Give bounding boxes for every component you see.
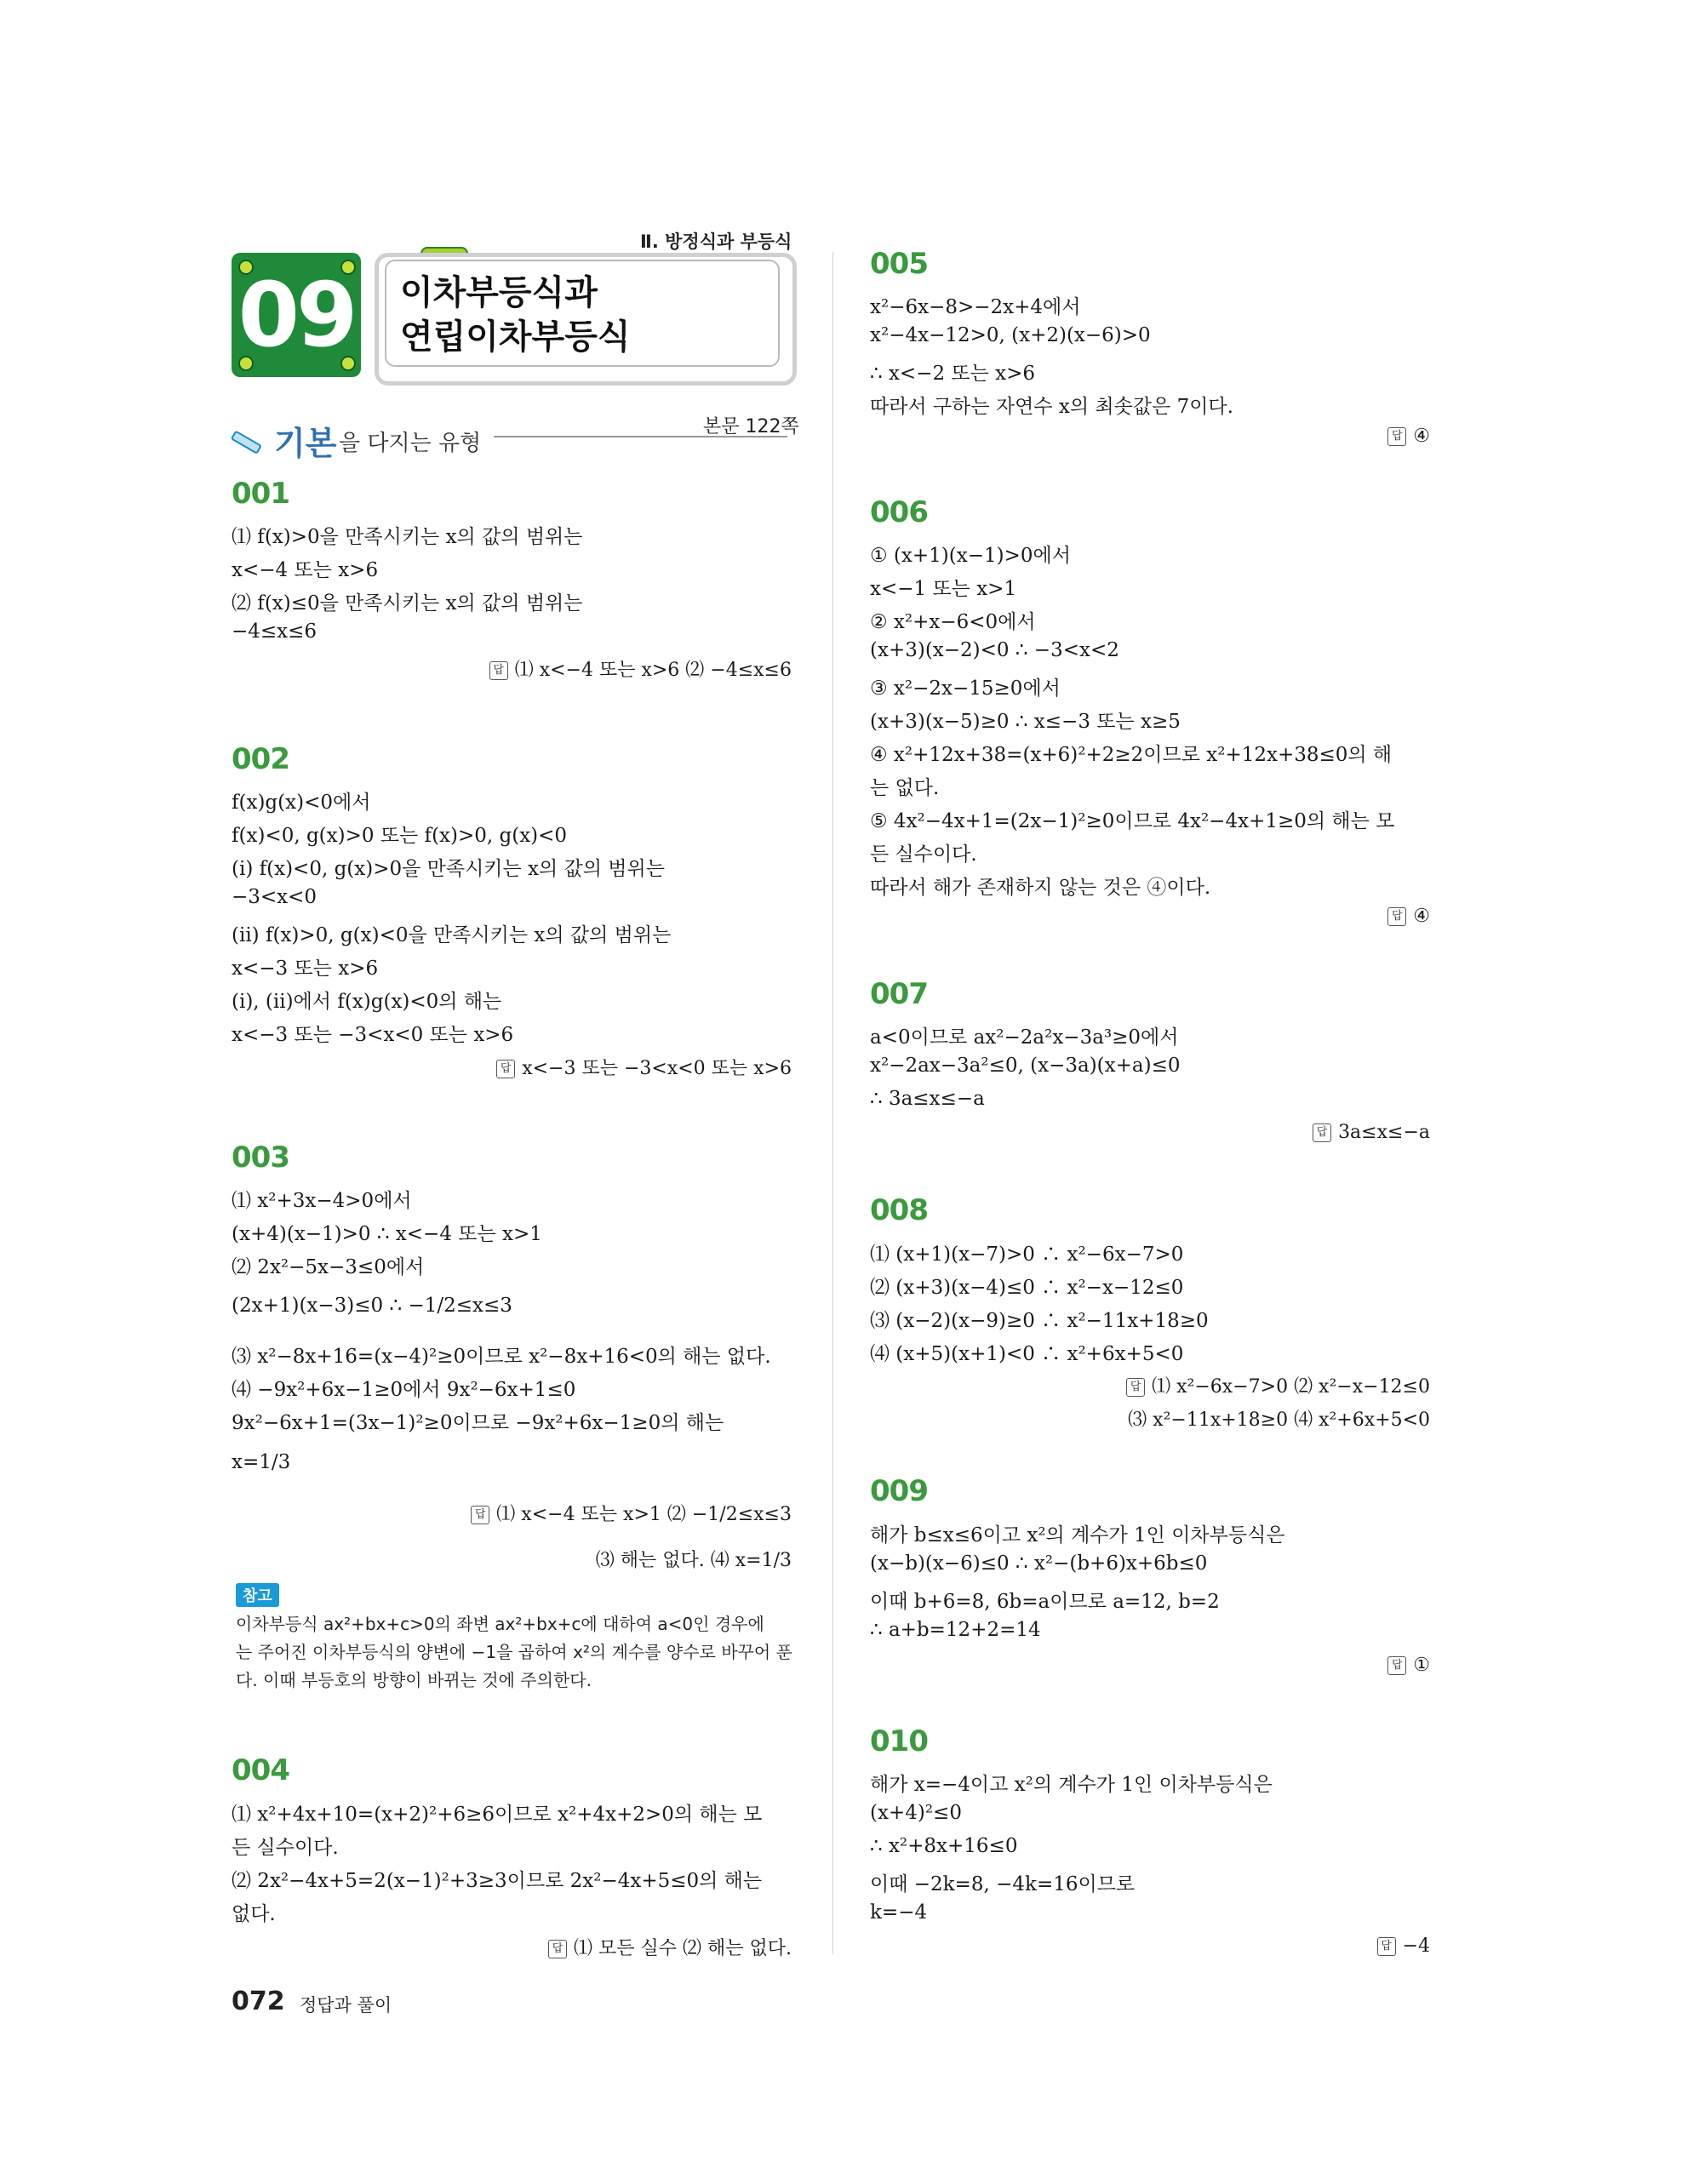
note-line: 다. 이때 부등호의 방향이 바뀌는 것에 주의한다. xyxy=(236,1670,592,1690)
answer-icon: 답 xyxy=(1313,1123,1331,1142)
column-divider xyxy=(832,252,833,1954)
answer-text: ⑴ x²−6x−7>0 ⑵ x²−x−12≤0 xyxy=(1152,1376,1430,1398)
answer-line xyxy=(1313,1122,1430,1143)
solution-line: 따라서 해가 존재하지 않는 것은 ④이다. xyxy=(870,877,1211,899)
answer-text: x<−3 또는 −3<x<0 또는 x>6 xyxy=(522,1058,792,1079)
solution-line: 따라서 구하는 자연수 x의 최솟값은 7이다. xyxy=(870,396,1233,418)
page-label: 정답과 풀이 xyxy=(300,1995,392,2015)
answer-text: ⑴ x<−4 또는 x>6 ⑵ −4≤x≤6 xyxy=(514,660,792,681)
problem-number: 001 xyxy=(232,477,289,511)
answer-line xyxy=(548,1934,792,1960)
solution-line: 해가 x=−4이고 x²의 계수가 1인 이차부등식은 xyxy=(870,1774,1273,1796)
solution-line: ⑵ f(x)≤0을 만족시키는 x의 값의 범위는 xyxy=(232,592,583,615)
problem-number: 009 xyxy=(870,1474,928,1508)
solution-line: ⑴ f(x)>0을 만족시키는 x의 값의 범위는 xyxy=(232,526,583,548)
answer-line xyxy=(489,655,792,682)
answer-line xyxy=(471,1500,792,1526)
note-line: 는 주어진 이차부등식의 양변에 −1을 곱하여 x²의 계수를 양수로 바꾸어 푼 xyxy=(236,1642,792,1662)
answer-line: ⑶ 해는 없다. ⑷ x=1/3 xyxy=(595,1550,792,1571)
problem-number: 004 xyxy=(232,1753,289,1787)
solution-line: 든 실수이다. xyxy=(232,1837,339,1859)
solution-line: (ⅰ), (ⅱ)에서 f(x)g(x)<0의 해는 xyxy=(232,991,502,1013)
solution-line: (x+3)(x−2)<0 ∴ −3<x<2 xyxy=(870,639,1119,661)
chapter-number: 09 xyxy=(237,263,355,367)
solution-line: x²−4x−12>0, (x+2)(x−6)>0 xyxy=(870,324,1151,346)
solution-line: f(x)g(x)<0에서 xyxy=(232,792,371,814)
answer-text: −4 xyxy=(1402,1935,1430,1957)
solution-line: f(x)<0, g(x)>0 또는 f(x)>0, g(x)<0 xyxy=(232,825,568,847)
solution-line: 없다. xyxy=(232,1903,276,1925)
solution-line: −4≤x≤6 xyxy=(232,620,318,643)
answer-line: ⑶ x²−11x+18≥0 ⑷ x²+6x+5<0 xyxy=(1128,1409,1430,1431)
solution-line: ⑶ x²−8x+16=(x−4)²≥0이므로 x²−8x+16<0의 해는 없다. xyxy=(232,1346,771,1368)
solution-line: ⑤ 4x²−4x+1=(2x−1)²≥0이므로 4x²−4x+1≥0의 해는 모 xyxy=(870,810,1395,832)
answer-icon: 답 xyxy=(1387,907,1406,926)
solution-line: ∴ x<−2 또는 x>6 xyxy=(870,363,1036,385)
answer-text: ⑴ x<−4 또는 x>1 ⑵ −1/2≤x≤3 xyxy=(496,1504,792,1525)
solution-line: ⑵ (x+3)(x−4)≤0 ∴ x²−x−12≤0 xyxy=(870,1277,1184,1299)
solution-line: ④ x²+12x+38=(x+6)²+2≥2이므로 x²+12x+38≤0의 해 xyxy=(870,744,1393,766)
solution-line: (ⅱ) f(x)>0, g(x)<0을 만족시키는 x의 값의 범위는 xyxy=(232,924,672,946)
section-title-rest: 을 다지는 유형 xyxy=(339,431,482,456)
answer-text: ① xyxy=(1413,1655,1430,1676)
solution-line: a<0이므로 ax²−2a²x−3a³≥0에서 xyxy=(870,1026,1179,1049)
solution-line: ③ x²−2x−15≥0에서 xyxy=(870,677,1061,700)
answer-icon: 답 xyxy=(1387,427,1406,446)
pencil-icon xyxy=(228,426,266,460)
answer-icon: 답 xyxy=(1387,1656,1406,1675)
solution-line: 해가 b≤x≤6이고 x²의 계수가 1인 이차부등식은 xyxy=(870,1524,1285,1547)
solution-line: x=1/3 xyxy=(232,1451,291,1473)
solution-line: (2x+1)(x−3)≤0 ∴ −1/2≤x≤3 xyxy=(232,1295,512,1317)
note-line: 이차부등식 ax²+bx+c>0의 좌변 ax²+bx+c에 대하여 a<0인 경우에 xyxy=(236,1614,764,1634)
problem-number: 010 xyxy=(870,1724,928,1758)
solution-line: 이때 −2k=8, −4k=16이므로 xyxy=(870,1873,1136,1895)
answer-line xyxy=(496,1054,792,1080)
answer-line xyxy=(1126,1372,1430,1398)
problem-number: 008 xyxy=(870,1193,928,1227)
solution-line: 이때 b+6=8, 6b=a이므로 a=12, b=2 xyxy=(870,1591,1220,1613)
solution-line: ∴ x²+8x+16≤0 xyxy=(870,1835,1018,1857)
page-reference: 본문 122쪽 xyxy=(703,416,799,437)
solution-line: (ⅰ) f(x)<0, g(x)>0을 만족시키는 x의 값의 범위는 xyxy=(232,858,665,880)
problem-number: 007 xyxy=(870,977,928,1011)
solution-line: x²−2ax−3a²≤0, (x−3a)(x+a)≤0 xyxy=(870,1055,1181,1077)
solution-line: ⑴ (x+1)(x−7)>0 ∴ x²−6x−7>0 xyxy=(870,1244,1184,1266)
answer-icon: 답 xyxy=(496,1060,515,1078)
problem-number: 005 xyxy=(870,247,928,281)
solution-line: ⑴ x²+4x+10=(x+2)²+6≥6이므로 x²+4x+2>0의 해는 모 xyxy=(232,1804,763,1826)
solution-line: 9x²−6x+1=(3x−1)²≥0이므로 −9x²+6x−1≥0의 해는 xyxy=(232,1412,724,1434)
chapter-title-line1: 이차부등식과 xyxy=(400,273,598,312)
solution-line: x<−4 또는 x>6 xyxy=(232,559,379,581)
solution-line: ⑷ −9x²+6x−1≥0에서 9x²−6x+1≤0 xyxy=(232,1379,576,1401)
solution-line: x<−3 또는 x>6 xyxy=(232,958,379,980)
answer-text: ④ xyxy=(1413,906,1430,927)
chapter-title xyxy=(400,271,630,359)
solution-line: ⑵ 2x²−5x−3≤0에서 xyxy=(232,1256,425,1278)
problem-number: 002 xyxy=(232,742,289,776)
problem-number: 006 xyxy=(870,495,928,529)
solution-line: ⑶ (x−2)(x−9)≥0 ∴ x²−11x+18≥0 xyxy=(870,1310,1209,1332)
solution-line: (x−b)(x−6)≤0 ∴ x²−(b+6)x+6b≤0 xyxy=(870,1552,1208,1575)
solution-line: ⑴ x²+3x−4>0에서 xyxy=(232,1190,412,1212)
solution-line: x<−1 또는 x>1 xyxy=(870,578,1017,600)
solution-line: ∴ a+b=12+2=14 xyxy=(870,1619,1041,1641)
solution-line: k=−4 xyxy=(870,1901,928,1924)
answer-icon: 답 xyxy=(489,661,508,680)
answer-icon: 답 xyxy=(471,1506,489,1524)
part-label: Ⅱ. 방정식과 부등식 xyxy=(640,232,792,252)
solution-line: x²−6x−8>−2x+4에서 xyxy=(870,296,1081,318)
answer-text: ⑴ 모든 실수 ⑵ 해는 없다. xyxy=(574,1938,792,1959)
answer-text: ④ xyxy=(1413,426,1430,447)
solution-line: (x+4)(x−1)>0 ∴ x<−4 또는 x>1 xyxy=(232,1223,542,1245)
answer-icon: 답 xyxy=(1377,1937,1396,1956)
answer-line xyxy=(1387,426,1430,447)
solution-line: ⑷ (x+5)(x+1)<0 ∴ x²+6x+5<0 xyxy=(870,1343,1184,1365)
answer-line xyxy=(1387,906,1430,927)
answer-line xyxy=(1387,1655,1430,1676)
solution-line: 든 실수이다. xyxy=(870,843,977,866)
note-tag: 참고 xyxy=(236,1583,279,1607)
answer-icon: 답 xyxy=(548,1940,567,1958)
solution-line: (x+3)(x−5)≥0 ∴ x≤−3 또는 x≥5 xyxy=(870,711,1181,733)
solution-line: x<−3 또는 −3<x<0 또는 x>6 xyxy=(232,1024,514,1046)
section-title-highlight: 기본 xyxy=(274,425,337,462)
solution-line: −3<x<0 xyxy=(232,886,318,908)
solution-line: ① (x+1)(x−1)>0에서 xyxy=(870,545,1071,567)
solution-line: 는 없다. xyxy=(870,777,940,799)
answer-line xyxy=(1377,1935,1430,1957)
solution-line: ⑵ 2x²−4x+5=2(x−1)²+3≥3이므로 2x²−4x+5≤0의 해는 xyxy=(232,1870,763,1892)
page-number: 072 xyxy=(232,1987,285,2016)
chapter-title-line2: 연립이차부등식 xyxy=(400,317,631,357)
solution-line: ② x²+x−6<0에서 xyxy=(870,611,1036,633)
problem-number: 003 xyxy=(232,1141,289,1175)
solution-line: (x+4)²≤0 xyxy=(870,1802,962,1824)
answer-icon: 답 xyxy=(1126,1378,1145,1397)
answer-text: 3a≤x≤−a xyxy=(1338,1122,1430,1143)
solution-line: ∴ 3a≤x≤−a xyxy=(870,1088,985,1110)
